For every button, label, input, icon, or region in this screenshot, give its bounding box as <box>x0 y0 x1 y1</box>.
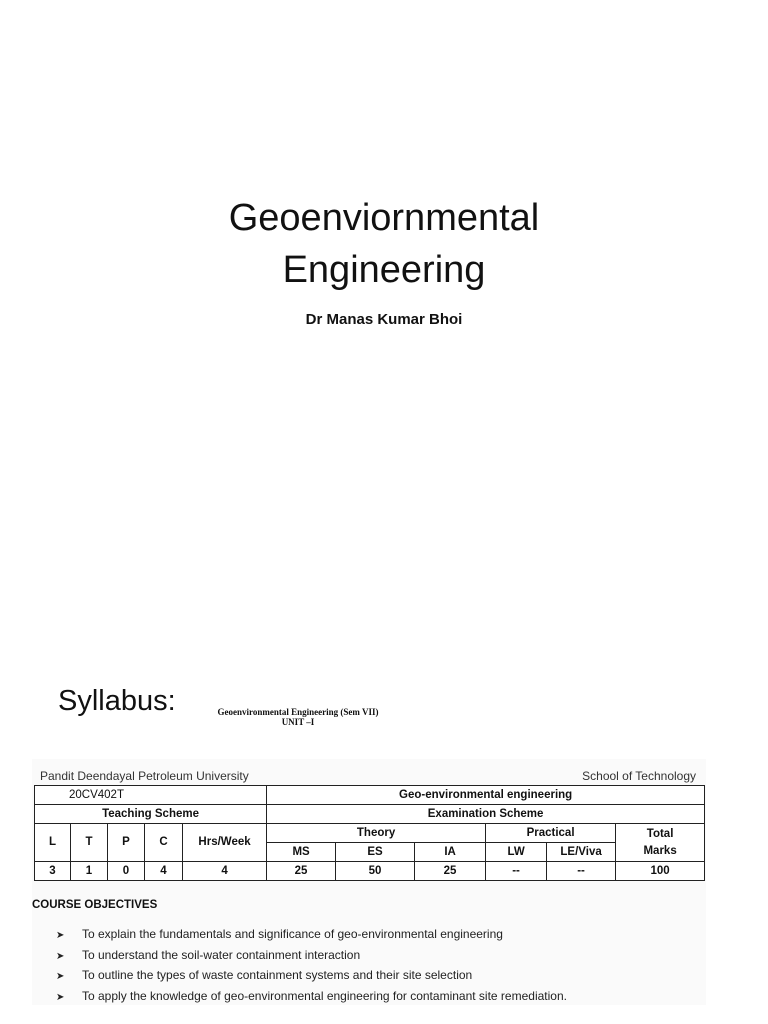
arrow-bullet-icon: ➤ <box>56 950 65 962</box>
value-es: 50 <box>336 862 415 881</box>
list-item <box>56 925 567 946</box>
objectives-heading: COURSE OBJECTIVES <box>32 899 158 911</box>
teaching-scheme-header: Teaching Scheme <box>35 805 267 824</box>
arrow-bullet-icon: ➤ <box>56 991 65 1003</box>
title-line-1: Geoenviornmental <box>228 197 540 239</box>
value-hrs-week: 4 <box>183 862 267 881</box>
slide-title <box>0 192 768 296</box>
objective-text: To apply the knowledge of geo-environmental engineering for contaminant site remediation. <box>82 988 567 1003</box>
total-label: Total <box>646 827 674 840</box>
practical-header: Practical <box>486 824 616 843</box>
col-header-l: L <box>35 824 71 862</box>
value-t: 1 <box>71 862 108 881</box>
course-sem-title: Geoenvironmental Engineering (Sem VII) <box>217 707 379 717</box>
syllabus-slide <box>0 645 768 1024</box>
list-item <box>56 966 567 987</box>
col-header-p: P <box>108 824 145 862</box>
syllabus-heading: Syllabus: <box>58 685 176 717</box>
list-item <box>56 946 567 967</box>
value-p: 0 <box>108 862 145 881</box>
value-lw: -- <box>486 862 547 881</box>
table-row <box>35 824 705 843</box>
syllabus-document-image <box>32 759 706 1005</box>
table-row <box>35 862 705 881</box>
examination-scheme-header: Examination Scheme <box>267 805 705 824</box>
author-name: Dr Manas Kumar Bhoi <box>305 311 463 328</box>
value-l: 3 <box>35 862 71 881</box>
col-header-es: ES <box>336 843 415 862</box>
objective-text: To understand the soil-water containment interaction <box>82 947 361 962</box>
arrow-bullet-icon: ➤ <box>56 930 65 941</box>
col-header-t: T <box>71 824 108 862</box>
university-name: Pandit Deendayal Petroleum University <box>40 769 249 783</box>
list-item <box>56 987 567 1008</box>
objectives-list <box>56 925 567 1007</box>
value-le-viva: -- <box>547 862 616 881</box>
objective-text: To outline the types of waste containment systems and their site selection <box>82 968 473 982</box>
unit-label: UNIT –I <box>281 717 315 727</box>
syllabus-subtitle <box>198 707 398 727</box>
col-header-hrs-week: Hrs/Week <box>183 824 267 862</box>
col-header-le-viva: LE/Viva <box>547 843 616 862</box>
value-ms: 25 <box>267 862 336 881</box>
col-header-ms: MS <box>267 843 336 862</box>
col-header-ia: IA <box>415 843 486 862</box>
marks-label: Marks <box>643 844 677 857</box>
table-row <box>35 805 705 824</box>
total-marks-header <box>616 824 705 862</box>
objective-text: To explain the fundamentals and significance of geo-environmental engineering <box>82 927 503 941</box>
value-c: 4 <box>145 862 183 881</box>
col-header-lw: LW <box>486 843 547 862</box>
school-name: School of Technology <box>582 769 696 783</box>
table-row <box>35 786 705 805</box>
scheme-table <box>34 785 705 881</box>
theory-header: Theory <box>267 824 486 843</box>
value-ia: 25 <box>415 862 486 881</box>
value-total-marks: 100 <box>616 862 705 881</box>
arrow-bullet-icon: ➤ <box>56 971 65 982</box>
title-line-2: Engineering <box>282 249 486 291</box>
course-name: Geo-environmental engineering <box>267 786 705 805</box>
col-header-c: C <box>145 824 183 862</box>
course-code: 20CV402T <box>35 786 267 805</box>
